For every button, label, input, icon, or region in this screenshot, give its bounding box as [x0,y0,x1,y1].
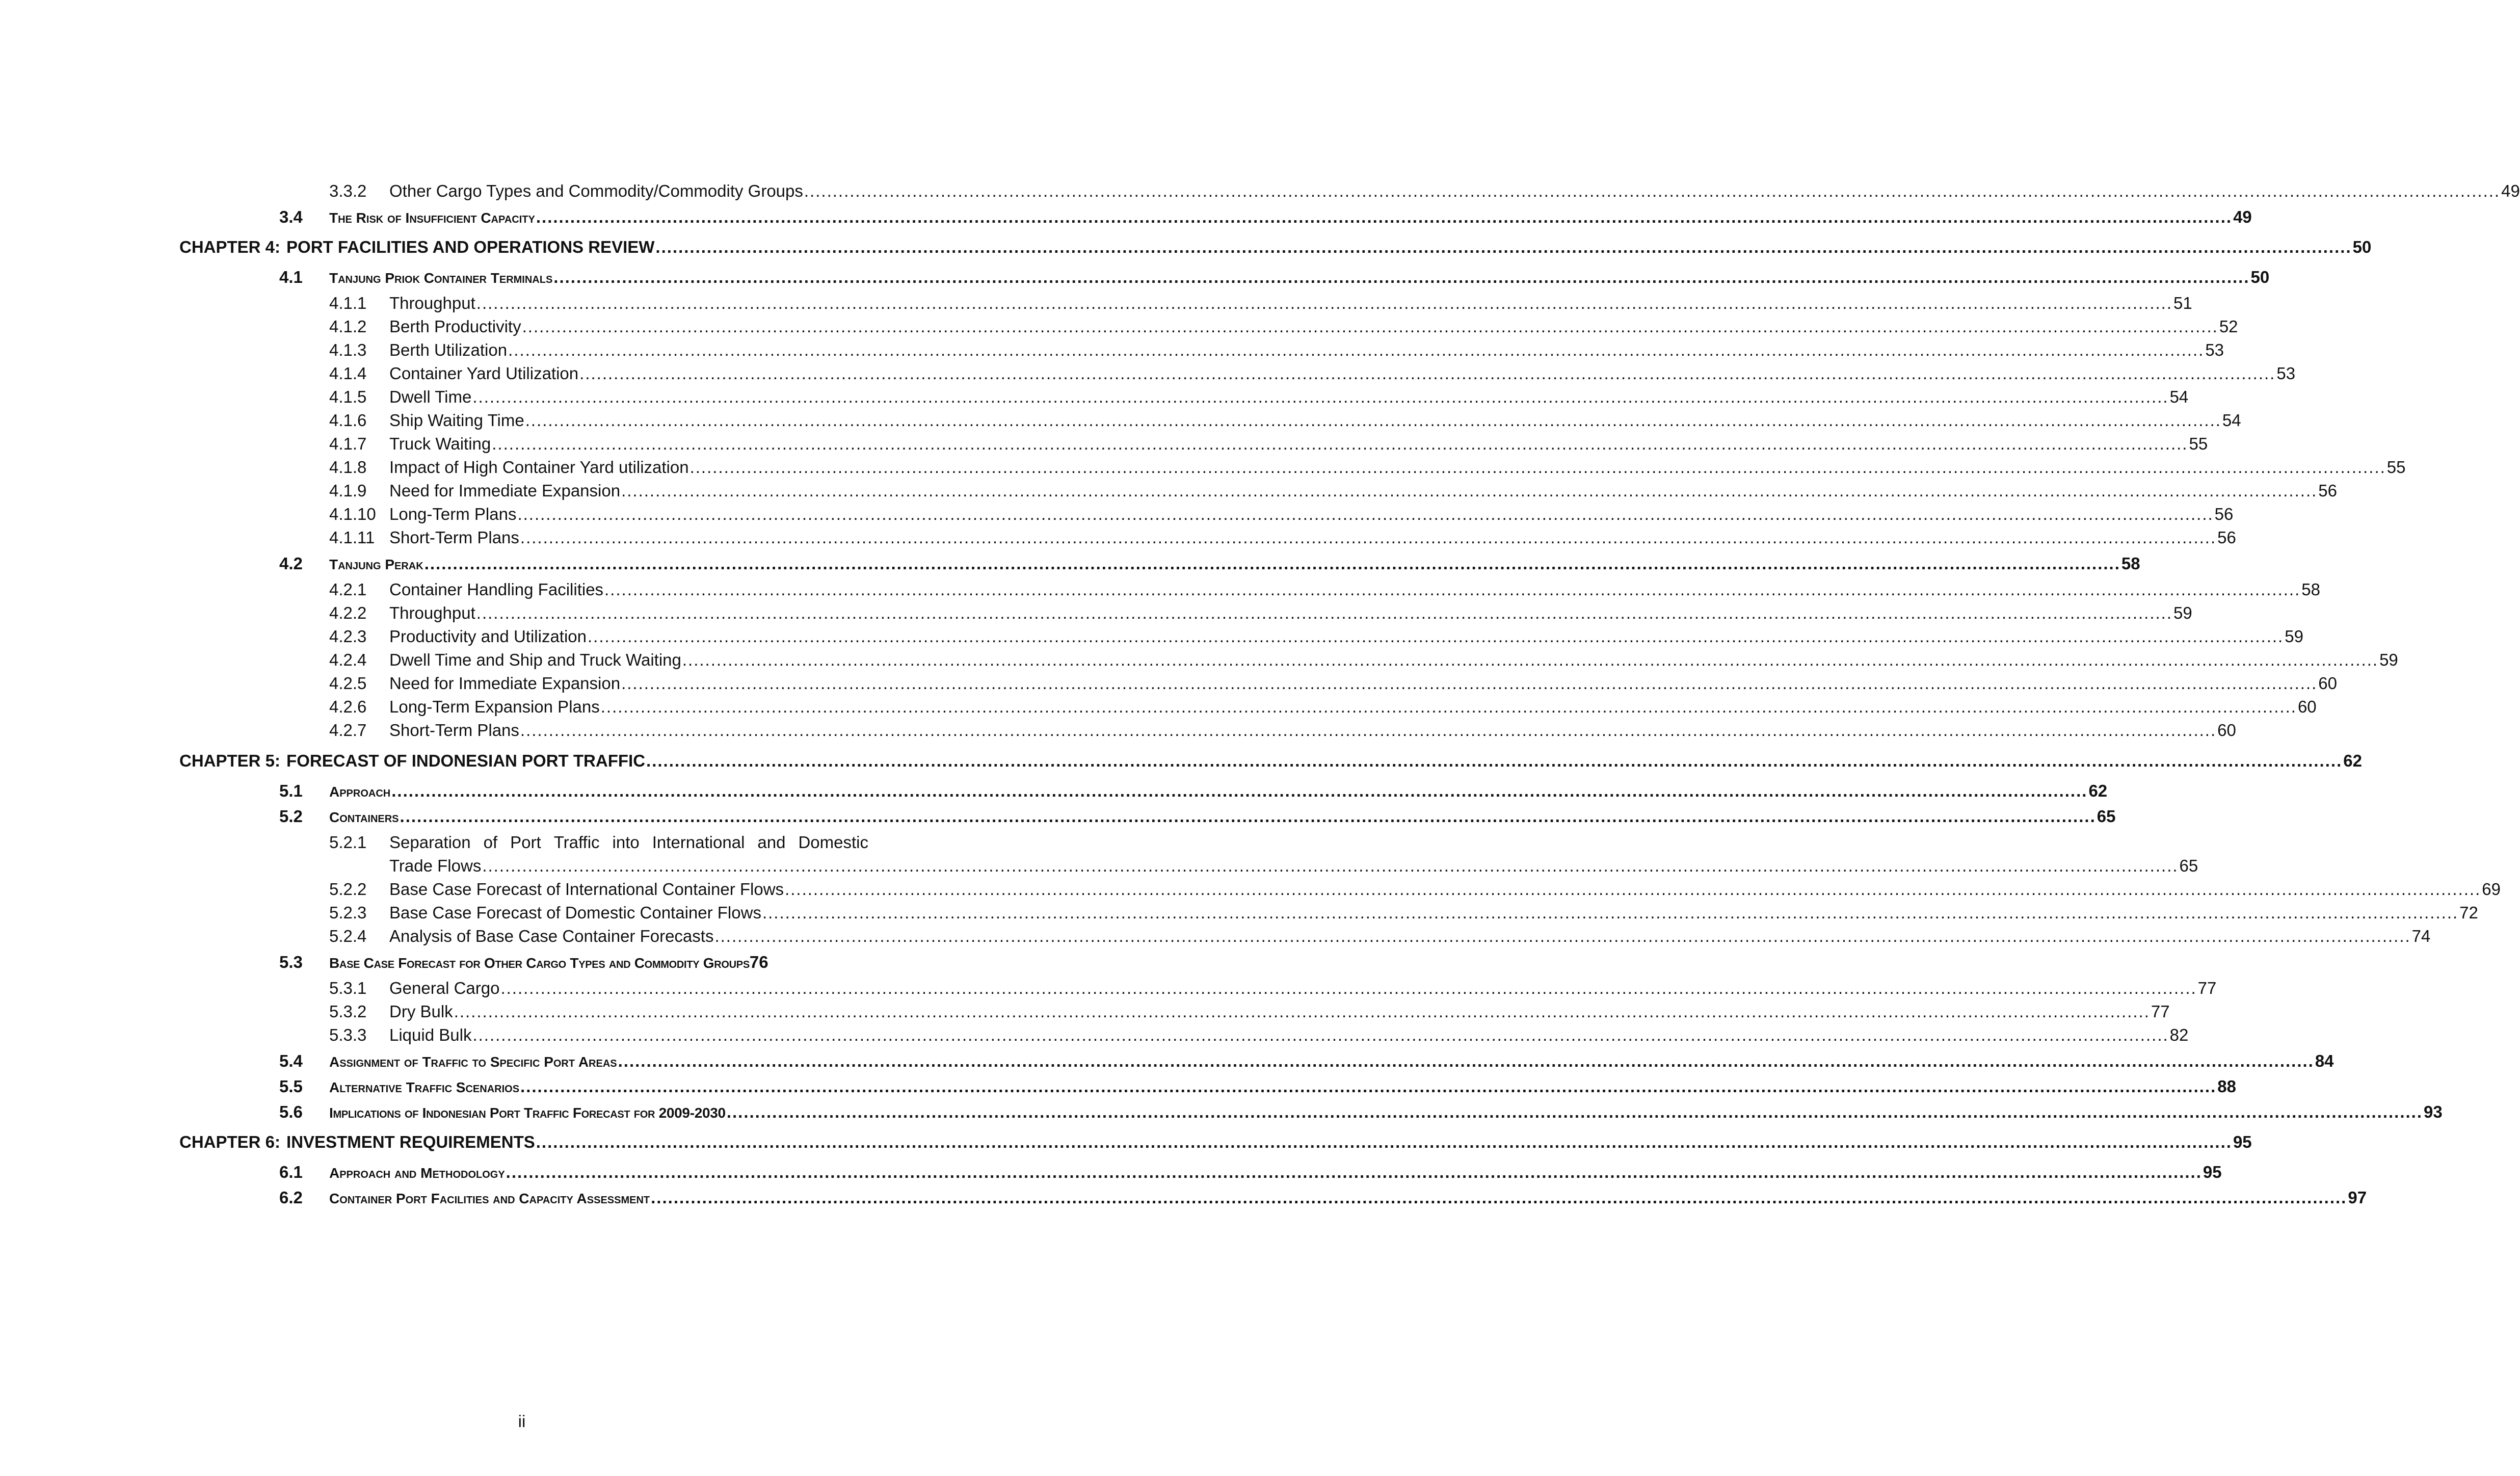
entry-page: 56 [2217,528,2236,547]
entry-number: 5.6 [279,1102,303,1121]
entry-title: Analysis of Base Case Container Forecasts [389,927,714,945]
entry-page: 60 [2318,674,2337,693]
entry-page: 84 [2315,1051,2334,1070]
toc-entry [179,1023,2189,1047]
toc-entry [179,625,2303,648]
entry-title: Long-Term Expansion Plans [389,697,600,716]
entry-number: 4.1.8 [329,458,367,477]
entry-title: Need for Immediate Expansion [389,674,621,693]
entry-number: 4.2.6 [329,697,367,716]
entry-number: 4.2.3 [329,627,367,646]
entry-page: 60 [2297,697,2317,716]
entry-number: 5.3 [279,953,303,971]
entry-page: 58 [2121,554,2140,573]
dot-leader [476,292,2172,315]
dot-leader [646,749,2342,773]
entry-number: 5.2 [279,807,303,826]
entry-number: 4.1.9 [329,481,367,500]
page-number: ii [518,1412,526,1431]
entry-title: Short-Term Plans [389,528,519,547]
toc-chapter [179,1130,2252,1154]
entry-page: 65 [2097,807,2116,826]
dot-leader [492,432,2188,456]
table-of-contents [179,179,2520,1212]
entry-number: 4.1.7 [329,434,367,453]
toc-entry [179,1050,2334,1072]
toc-entry [179,266,2270,288]
entry-number: 4.1 [279,268,303,286]
toc-entry [179,362,2296,385]
entry-page: 50 [2250,268,2270,286]
entry-page: 56 [2318,481,2337,500]
chapter-number: CHAPTER 5: [179,751,281,770]
entry-page: 54 [2222,411,2241,430]
entry-number: 4.2.5 [329,674,367,693]
toc-entry [179,878,2501,901]
entry-title: Truck Waiting [389,434,491,453]
entry-title: Long-Term Plans [389,505,517,523]
entry-title: Container Yard Utilization [389,364,579,383]
entry-title: Liquid Bulk [389,1025,472,1044]
dot-leader [508,338,2204,362]
entry-number: 5.3.3 [329,1025,367,1044]
entry-page: 49 [2233,207,2252,226]
entry-page: 74 [2411,927,2431,945]
toc-entry [179,719,2236,742]
entry-page: 95 [2203,1163,2222,1181]
dot-leader [651,1187,2347,1209]
entry-page: 82 [2169,1025,2189,1044]
entry-page: 59 [2173,603,2192,622]
toc-entry [179,831,868,854]
toc-entry [179,601,2192,625]
entry-title: Berth Productivity [389,317,521,336]
entry-page: 97 [2348,1188,2367,1207]
entry-page: 60 [2217,721,2236,740]
entry-number: 6.2 [279,1188,303,1207]
toc-entry [179,925,2431,948]
toc-entry [179,552,2140,575]
entry-title: Dwell Time [389,387,472,406]
chapter-number: CHAPTER 4: [179,238,281,256]
toc-entry [179,432,2208,456]
entry-page: 55 [2189,434,2208,453]
entry-number: 4.1.4 [329,364,367,383]
entry-number: 4.1.10 [329,505,376,523]
entry-page: 95 [2233,1132,2252,1151]
entry-number: 5.2.3 [329,903,367,922]
chapter-number: CHAPTER 6: [179,1132,281,1151]
dot-leader [762,901,2458,925]
entry-page: 77 [2151,1002,2170,1021]
dot-leader [536,206,2232,228]
entry-title: General Cargo [389,979,500,997]
entry-page: 72 [2459,903,2478,922]
entry-title: Need for Immediate Expansion [389,481,621,500]
entry-page: 69 [2482,880,2501,899]
title-word: Port [510,833,541,852]
entry-page: 55 [2386,458,2406,477]
entry-number: 4.1.6 [329,411,367,430]
entry-title: Alternative Traffic Scenarios [329,1079,520,1095]
dot-leader [536,1130,2232,1154]
dot-leader [604,578,2300,601]
entry-page: 59 [2285,627,2303,646]
entry-number: 4.1.5 [329,387,367,406]
dot-leader [727,1101,2423,1123]
entry-page: 62 [2088,781,2108,800]
entry-number: 5.1 [279,781,303,800]
toc-entry [179,526,2236,549]
entry-title: The Risk of Insufficient Capacity [329,210,535,226]
toc-entry [179,977,2217,1000]
title-word: into [612,833,640,852]
entry-page: 54 [2169,387,2189,406]
title-word: Separation [389,833,471,852]
entry-page: 51 [2173,294,2192,312]
entry-number: 5.2.4 [329,927,367,945]
toc-entry [179,1161,2222,1183]
dot-leader [588,625,2284,648]
entry-title: Base Case Forecast of International Container Flows [389,880,784,899]
entry-page: 76 [749,953,768,971]
entry-title: Approach [329,784,391,800]
toc-entry [179,385,2189,409]
entry-title: Other Cargo Types and Commodity/Commodity Groups [389,181,803,200]
entry-number: 3.3.2 [329,181,367,200]
entry-page: 88 [2217,1077,2236,1096]
entry-number: 4.1.2 [329,317,367,336]
dot-leader [525,409,2221,432]
title-word: of [483,833,498,852]
entry-number: 4.2.7 [329,721,367,740]
dot-leader [621,672,2317,695]
dot-leader [476,601,2172,625]
entry-page: 52 [2219,317,2238,336]
entry-title: Implications of Indonesian Port Traffic Forecast for 2009-2030 [329,1105,726,1121]
toc-entry [179,338,2224,362]
dot-leader [621,479,2317,503]
toc-entry [179,409,2241,432]
dot-leader [714,925,2410,948]
dot-leader [482,854,2178,878]
dot-leader [454,1000,2150,1023]
entry-number: 4.2.2 [329,603,367,622]
dot-leader [472,385,2168,409]
title-word: Traffic [553,833,600,852]
entry-title: Dry Bulk [389,1002,453,1021]
entry-page: 93 [2424,1102,2443,1121]
dot-leader [500,977,2196,1000]
entry-number: 3.4 [279,207,303,226]
entry-title: Productivity and Utilization [389,627,587,646]
entry-number: 5.2.1 [329,833,367,852]
dot-leader [520,1075,2216,1098]
entry-title: Tanjung Perak [329,557,423,572]
toc-entry [179,805,2116,828]
entry-number: 4.2.1 [329,580,367,599]
toc-entry [179,951,868,973]
chapter-title: INVESTMENT REQUIREMENTS [286,1132,535,1151]
entry-title: Container Handling Facilities [389,580,604,599]
toc-entry [179,648,2398,672]
dot-leader [553,266,2249,288]
chapter-title: PORT FACILITIES AND OPERATIONS REVIEW [286,238,655,256]
toc-entry [179,1000,2170,1023]
entry-page: 50 [2352,238,2372,256]
entry-title: Ship Waiting Time [389,411,524,430]
entry-page: 77 [2197,979,2217,997]
toc-entry [179,780,2108,802]
entry-title: Dwell Time and Ship and Truck Waiting [389,650,681,669]
entry-title: Containers [329,809,399,825]
dot-leader [522,315,2218,338]
toc-entry [179,292,2192,315]
entry-number: 4.2.4 [329,650,367,669]
entry-number: 5.3.2 [329,1002,367,1021]
toc-entry [179,179,2520,203]
dot-leader [425,552,2120,575]
entry-title: Base Case Forecast for Other Cargo Types and Commodity Groups [329,955,750,971]
entry-title: Approach and Methodology [329,1165,505,1181]
entry-number: 4.2 [279,554,303,573]
toc-entry [179,695,2317,719]
dot-leader [517,503,2213,526]
toc-entry [179,1187,2367,1209]
entry-page: 53 [2276,364,2296,383]
dot-leader [400,805,2096,828]
entry-number: 5.4 [279,1051,303,1070]
toc-entry [179,672,2337,695]
dot-leader [472,1023,2168,1047]
entry-title: Tanjung Priok Container Terminals [329,270,553,286]
dot-leader [785,878,2481,901]
entry-title-line-2: Trade Flows [389,856,482,875]
entry-page: 59 [2379,650,2398,669]
toc-entry [179,503,2234,526]
entry-page: 56 [2214,505,2234,523]
entry-title: Base Case Forecast of Domestic Container Flows [389,903,761,922]
toc-entry [179,1075,2236,1098]
title-word: International [652,833,745,852]
toc-entry [179,206,2252,228]
entry-title: Throughput [389,294,475,312]
dot-leader [655,235,2351,259]
entry-page: 65 [2179,856,2198,875]
entry-title: Impact of High Container Yard utilization [389,458,689,477]
toc-entry [179,479,2337,503]
entry-number: 5.3.1 [329,979,367,997]
entry-number: 6.1 [279,1163,303,1181]
dot-leader [506,1161,2202,1183]
chapter-title: FORECAST OF INDONESIAN PORT TRAFFIC [286,751,646,770]
entry-title: Assignment of Traffic to Specific Port Areas [329,1054,617,1070]
entry-page: 53 [2205,340,2224,359]
entry-number: 5.2.2 [329,880,367,899]
entry-title: Short-Term Plans [389,721,519,740]
entry-number: 5.5 [279,1077,303,1096]
toc-chapter [179,235,2372,259]
title-word: and [757,833,786,852]
toc-entry [179,456,2406,479]
dot-leader [618,1050,2314,1072]
toc-entry [179,578,2320,601]
dot-leader [804,179,2500,203]
entry-page: 49 [2501,181,2520,200]
entry-title: Berth Utilization [389,340,508,359]
entry-page: 62 [2343,751,2362,770]
dot-leader [520,526,2216,549]
dot-leader [391,780,2087,802]
title-word: Domestic [798,833,868,852]
toc-entry [179,315,2238,338]
entry-title: Throughput [389,603,475,622]
toc-entry [179,901,2478,925]
entry-title: Container Port Facilities and Capacity Assessment [329,1191,650,1206]
entry-number: 4.1.1 [329,294,367,312]
dot-leader [520,719,2216,742]
entry-page: 58 [2301,580,2320,599]
toc-entry [179,1101,2443,1123]
dot-leader [690,456,2386,479]
entry-number: 4.1.3 [329,340,367,359]
entry-title-line-1 [389,831,868,854]
dot-leader [579,362,2275,385]
entry-number: 4.1.11 [329,528,375,547]
dot-leader [682,648,2378,672]
toc-chapter [179,749,2362,773]
toc-entry-continuation [179,854,2198,878]
dot-leader [601,695,2297,719]
